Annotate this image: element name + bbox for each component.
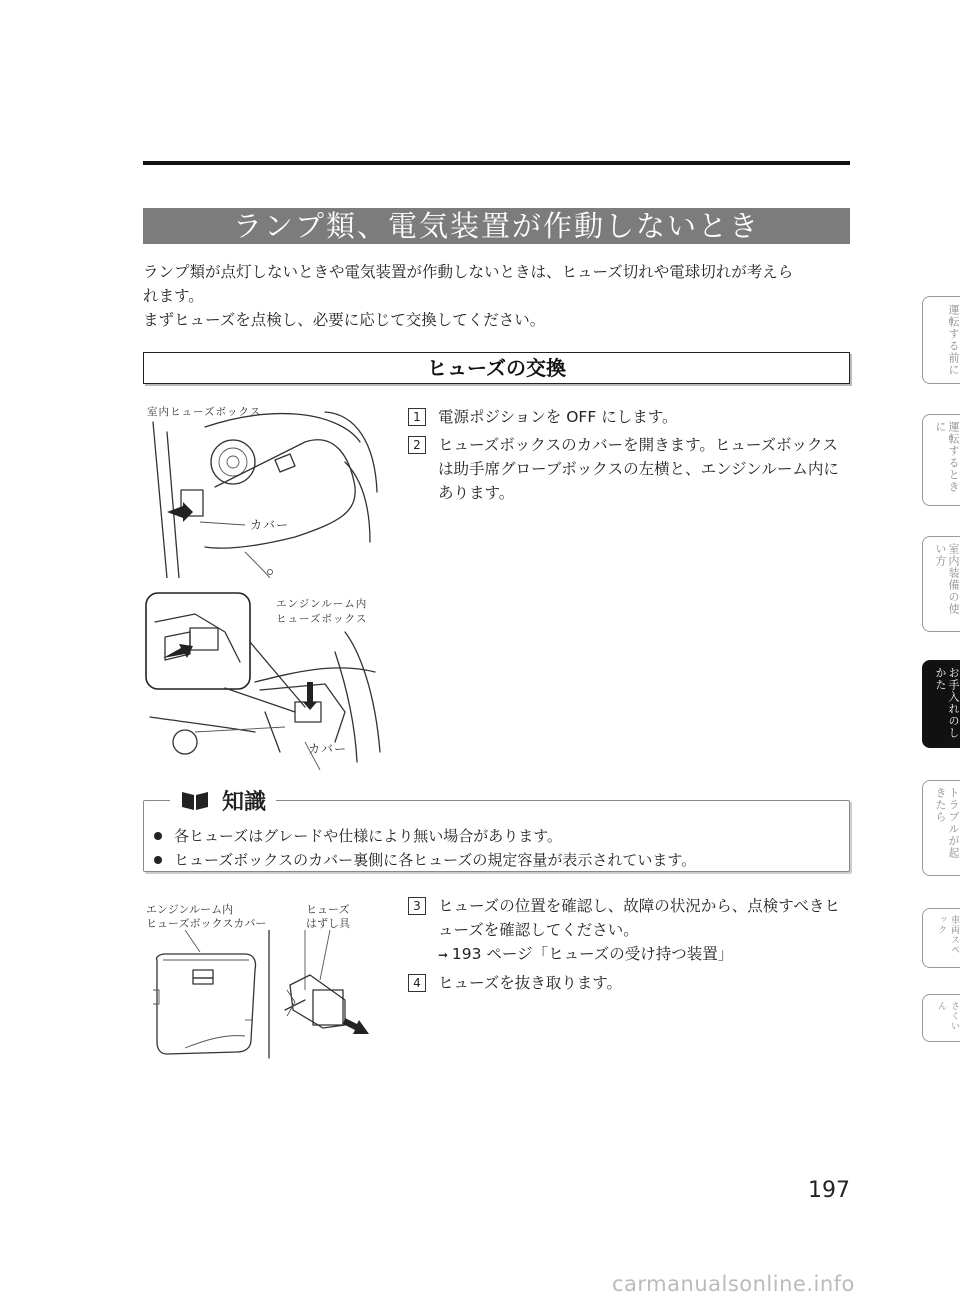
step-number: 3	[408, 897, 426, 915]
engine-fusebox-label-2: ヒューズボックス	[276, 613, 368, 625]
knowledge-header	[170, 784, 276, 816]
step-1	[408, 405, 853, 429]
side-tab-vehicle-specs[interactable]: 車両スペック	[922, 908, 960, 968]
page-title: ランプ類、電気装置が作動しないとき	[143, 208, 850, 244]
page-reference-link[interactable]: ➞ 193 ページ「ヒューズの受け持つ装置」	[438, 942, 853, 967]
knowledge-title: 知識	[222, 789, 267, 815]
engine-fusebox-label-1: エンジンルーム内	[276, 598, 368, 610]
knowledge-list	[152, 824, 842, 872]
intro-line-1: ランプ類が点灯しないときや電気装置が作動しないときは、ヒューズ切れや電球切れが考えら	[143, 263, 794, 281]
intro-line-2: れます。	[143, 287, 204, 305]
step-2	[408, 433, 853, 505]
step-text: 電源ポジションを OFF にします。	[438, 408, 678, 426]
engine-fusebox-illustration	[145, 592, 390, 770]
side-tab-maintenance[interactable]: お手入れのしかた	[922, 660, 960, 748]
side-tab-before-driving[interactable]: 運転する前に	[922, 296, 960, 384]
knowledge-item: 各ヒューズはグレードや仕様により無い場合があります。	[152, 824, 842, 848]
puller-label-1: ヒューズ	[306, 903, 350, 916]
intro-line-3: まずヒューズを点検し、必要に応じて交換してください。	[143, 311, 546, 329]
step-text: ヒューズボックスのカバーを開きます。ヒューズボックスは助手席グローブボックスの左横と、エンジンルーム内にあります。	[438, 436, 839, 502]
watermark: carmanualsonline.info	[612, 1272, 855, 1296]
side-tab-index[interactable]: さくいん	[922, 994, 960, 1042]
interior-fusebox-illustration	[145, 402, 390, 578]
step-number: 2	[408, 436, 426, 454]
side-tab-troubleshooting[interactable]: トラブルが起きたら	[922, 780, 960, 876]
step-text: ヒューズの位置を確認し、故障の状況から、点検すべきヒューズを確認してください。	[438, 897, 840, 939]
interior-fusebox-label: 室内ヒューズボックス	[147, 406, 262, 418]
section-heading: ヒューズの交換	[143, 352, 850, 384]
page-number: 197	[808, 1178, 850, 1203]
cover-label-2: カバー	[308, 742, 348, 756]
puller-label-2: はずし具	[306, 917, 350, 930]
steps-list-b	[408, 894, 853, 999]
step-text: ヒューズを抜き取ります。	[438, 974, 622, 992]
side-tab-interior-equipment[interactable]: 室内装備の使い方	[922, 536, 960, 632]
step-number: 1	[408, 408, 426, 426]
step-4	[408, 971, 853, 995]
step-number: 4	[408, 974, 426, 992]
fuse-cover-illustration	[145, 930, 390, 1060]
knowledge-item: ヒューズボックスのカバー裏側に各ヒューズの規定容量が表示されています。	[152, 848, 842, 872]
book-icon	[180, 788, 210, 812]
engine-cover-label-2: ヒューズボックスカバー	[146, 917, 267, 930]
side-tab-while-driving[interactable]: 運転するときに	[922, 414, 960, 506]
step-3	[408, 894, 853, 967]
cover-label-1: カバー	[250, 518, 290, 532]
steps-list-a	[408, 405, 853, 509]
engine-cover-label-1: エンジンルーム内	[146, 903, 234, 916]
intro-text	[143, 260, 855, 332]
top-rule	[143, 161, 850, 165]
